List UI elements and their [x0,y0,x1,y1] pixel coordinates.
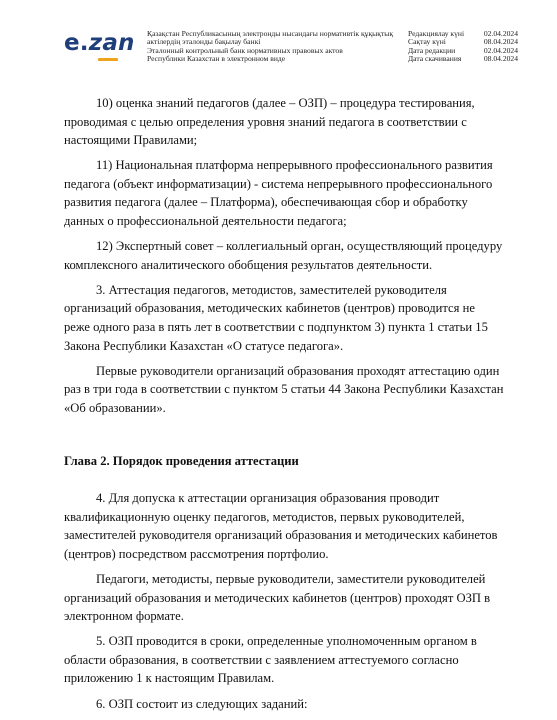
meta-value: 02.04.2024 [483,45,518,55]
paragraph-item-12: 12) Экспертный совет – коллегиальный орган, осуществляющий процедуру комплексного аналитического обобщения результатов деятельности. [64,239,503,272]
meta-value: 08.04.2024 [483,37,518,47]
paragraph-clause-6: 6. ОЗП состоит из следующих заданий: [96,696,308,711]
paragraph-item-10: 10) оценка знаний педагогов (далее – ОЗП) – процедура тестирования, проводимая с целью определения уровня знаний педагога в соответствии с настоящими Правилами; [64,96,475,148]
header-line: актілердің эталонды бақылау банкі [147,37,261,47]
meta-label: Дата редакции [408,45,456,55]
paragraph-ozp-electronic: Педагоги, методисты, первые руководители, заместители руководителей организаций образования и методических кабинетов (центров) проходят ОЗП в электронном формате. [64,571,491,624]
meta-label: Дата скачивания [408,53,462,63]
paragraph-clause-3: 3. Аттестация педагогов, методистов, заместителей руководителя организаций образования, методических кабинетов (центров) проводится не реже одного раза в пять лет в соответствии с подпунктом 3) пункта 1 статьи 15 Закона Республики Казахстан «О статусе педагога». [64,282,488,353]
meta-value: 08.04.2024 [483,53,518,63]
header-line: Республики Казахстан в электронном виде [147,53,286,63]
header-dates [408,30,518,63]
header-source-text [147,30,392,63]
document-header [0,0,557,80]
paragraph-first-heads: Первые руководители организаций образования проходят аттестацию один раз в три года в соответствии с пунктом 5 статьи 44 Закона Республики Казахстан «Об образовании». [64,363,504,415]
meta-label: Редакциялау күні [408,29,465,38]
document-body [64,94,504,720]
meta-row-download-date [408,55,518,63]
header-line: Эталонный контрольный банк нормативных правовых актов [147,45,343,55]
logo-suffix: zan [88,30,135,56]
chapter-title: Глава 2. Порядок проведения аттестации [64,453,299,468]
meta-label: Сақтау күні [408,37,446,47]
ezan-logo [64,30,135,56]
header-line: Қазақстан Республикасының электронды нысандағы нормативтік құқықтық [147,29,394,38]
paragraph-item-11: 11) Национальная платформа непрерывного профессионального развития педагога (объект информатизации) - система непрерывного профессионального развития педагога (далее – Платформа), обеспечивающая сбор и обработку данных о профессиональной деятельности педагога; [64,158,493,229]
paragraph-clause-4: 4. Для допуска к аттестации организация образования проводит квалификационную оценку педагогов, методистов, первых руководителей, заместителей руководителя организаций образования и методических кабинетов (центров) посредством рассмотрения портфолио. [64,491,498,561]
logo-prefix: e. [64,30,89,56]
meta-value: 02.04.2024 [483,29,518,38]
paragraph-clause-5: 5. ОЗП проводится в сроки, определенные уполномоченным органом в области образования, в соответствии с заявлением аттестуемого согласно приложению 1 к настоящим Правилам. [64,634,477,686]
logo-accent-bar [98,58,118,61]
